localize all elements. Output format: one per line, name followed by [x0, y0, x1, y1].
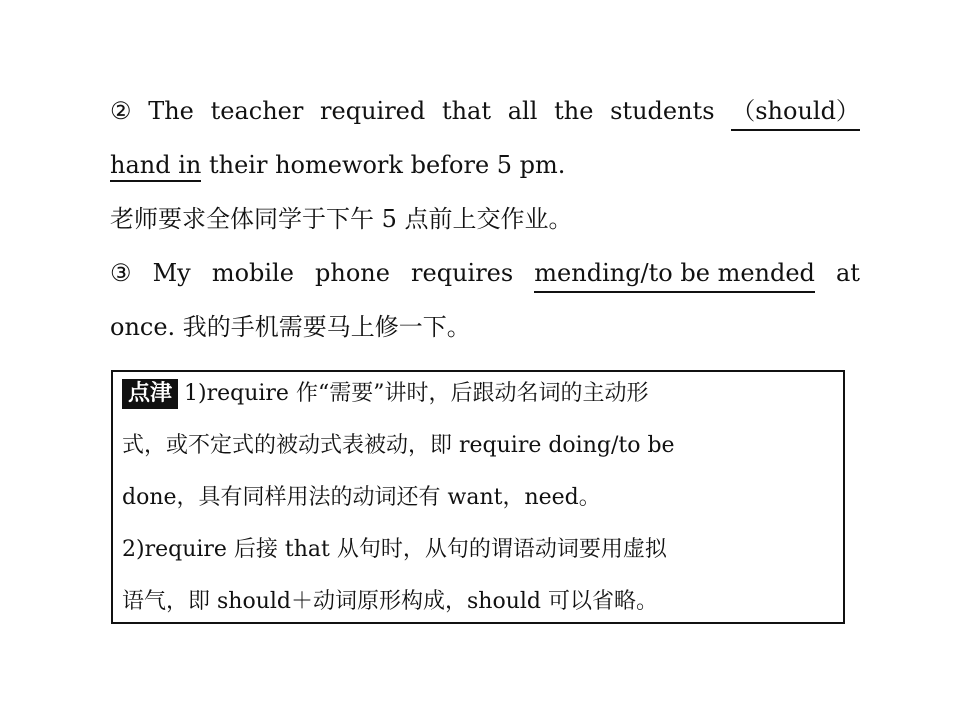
example-2-word: teacher	[210, 97, 304, 125]
note-line-1	[122, 378, 834, 410]
example-3-line-1	[110, 256, 860, 293]
note-box	[111, 370, 845, 624]
example-2-word: all	[507, 97, 538, 125]
note-line-4: 2)require 后接 that 从句时，从句的谓语动词要用虚拟	[122, 537, 667, 562]
example-3-word: phone	[315, 259, 390, 287]
example-2-word: students	[610, 97, 715, 125]
example-2-marker: ②	[110, 97, 132, 125]
example-2-answer-part-2: hand in	[110, 151, 201, 182]
example-3-word: My	[152, 259, 191, 287]
note-tag: 点津	[122, 379, 178, 409]
note-line-2: 式，或不定式的被动式表被动，即 require doing/to be	[122, 433, 675, 458]
example-2-answer-part-1: （should）	[731, 94, 860, 131]
example-3-answer: mending/to be mended	[534, 256, 815, 293]
example-2-line-1	[110, 94, 860, 131]
example-2-line-2	[110, 148, 860, 182]
example-3-tail: at	[836, 259, 860, 287]
example-3-word: requires	[411, 259, 514, 287]
example-3-word: mobile	[211, 259, 294, 287]
note-line-3: done，具有同样用法的动词还有 want，need。	[122, 485, 601, 510]
example-2-rest: their homework before 5 pm.	[201, 151, 566, 179]
example-2-translation: 老师要求全体同学于下午 5 点前上交作业。	[110, 205, 573, 233]
example-2-word: the	[554, 97, 594, 125]
example-3-line-2: once. 我的手机需要马上修一下。	[110, 313, 471, 341]
note-line-1-text: 1)require 作“需要”讲时，后跟动名词的主动形	[184, 381, 649, 406]
note-line-5: 语气，即 should＋动词原形构成，should 可以省略。	[122, 589, 658, 614]
example-3-marker: ③	[110, 259, 132, 287]
example-2-word: that	[441, 97, 492, 125]
example-2-word: The	[148, 97, 194, 125]
example-2-word: required	[320, 97, 426, 125]
